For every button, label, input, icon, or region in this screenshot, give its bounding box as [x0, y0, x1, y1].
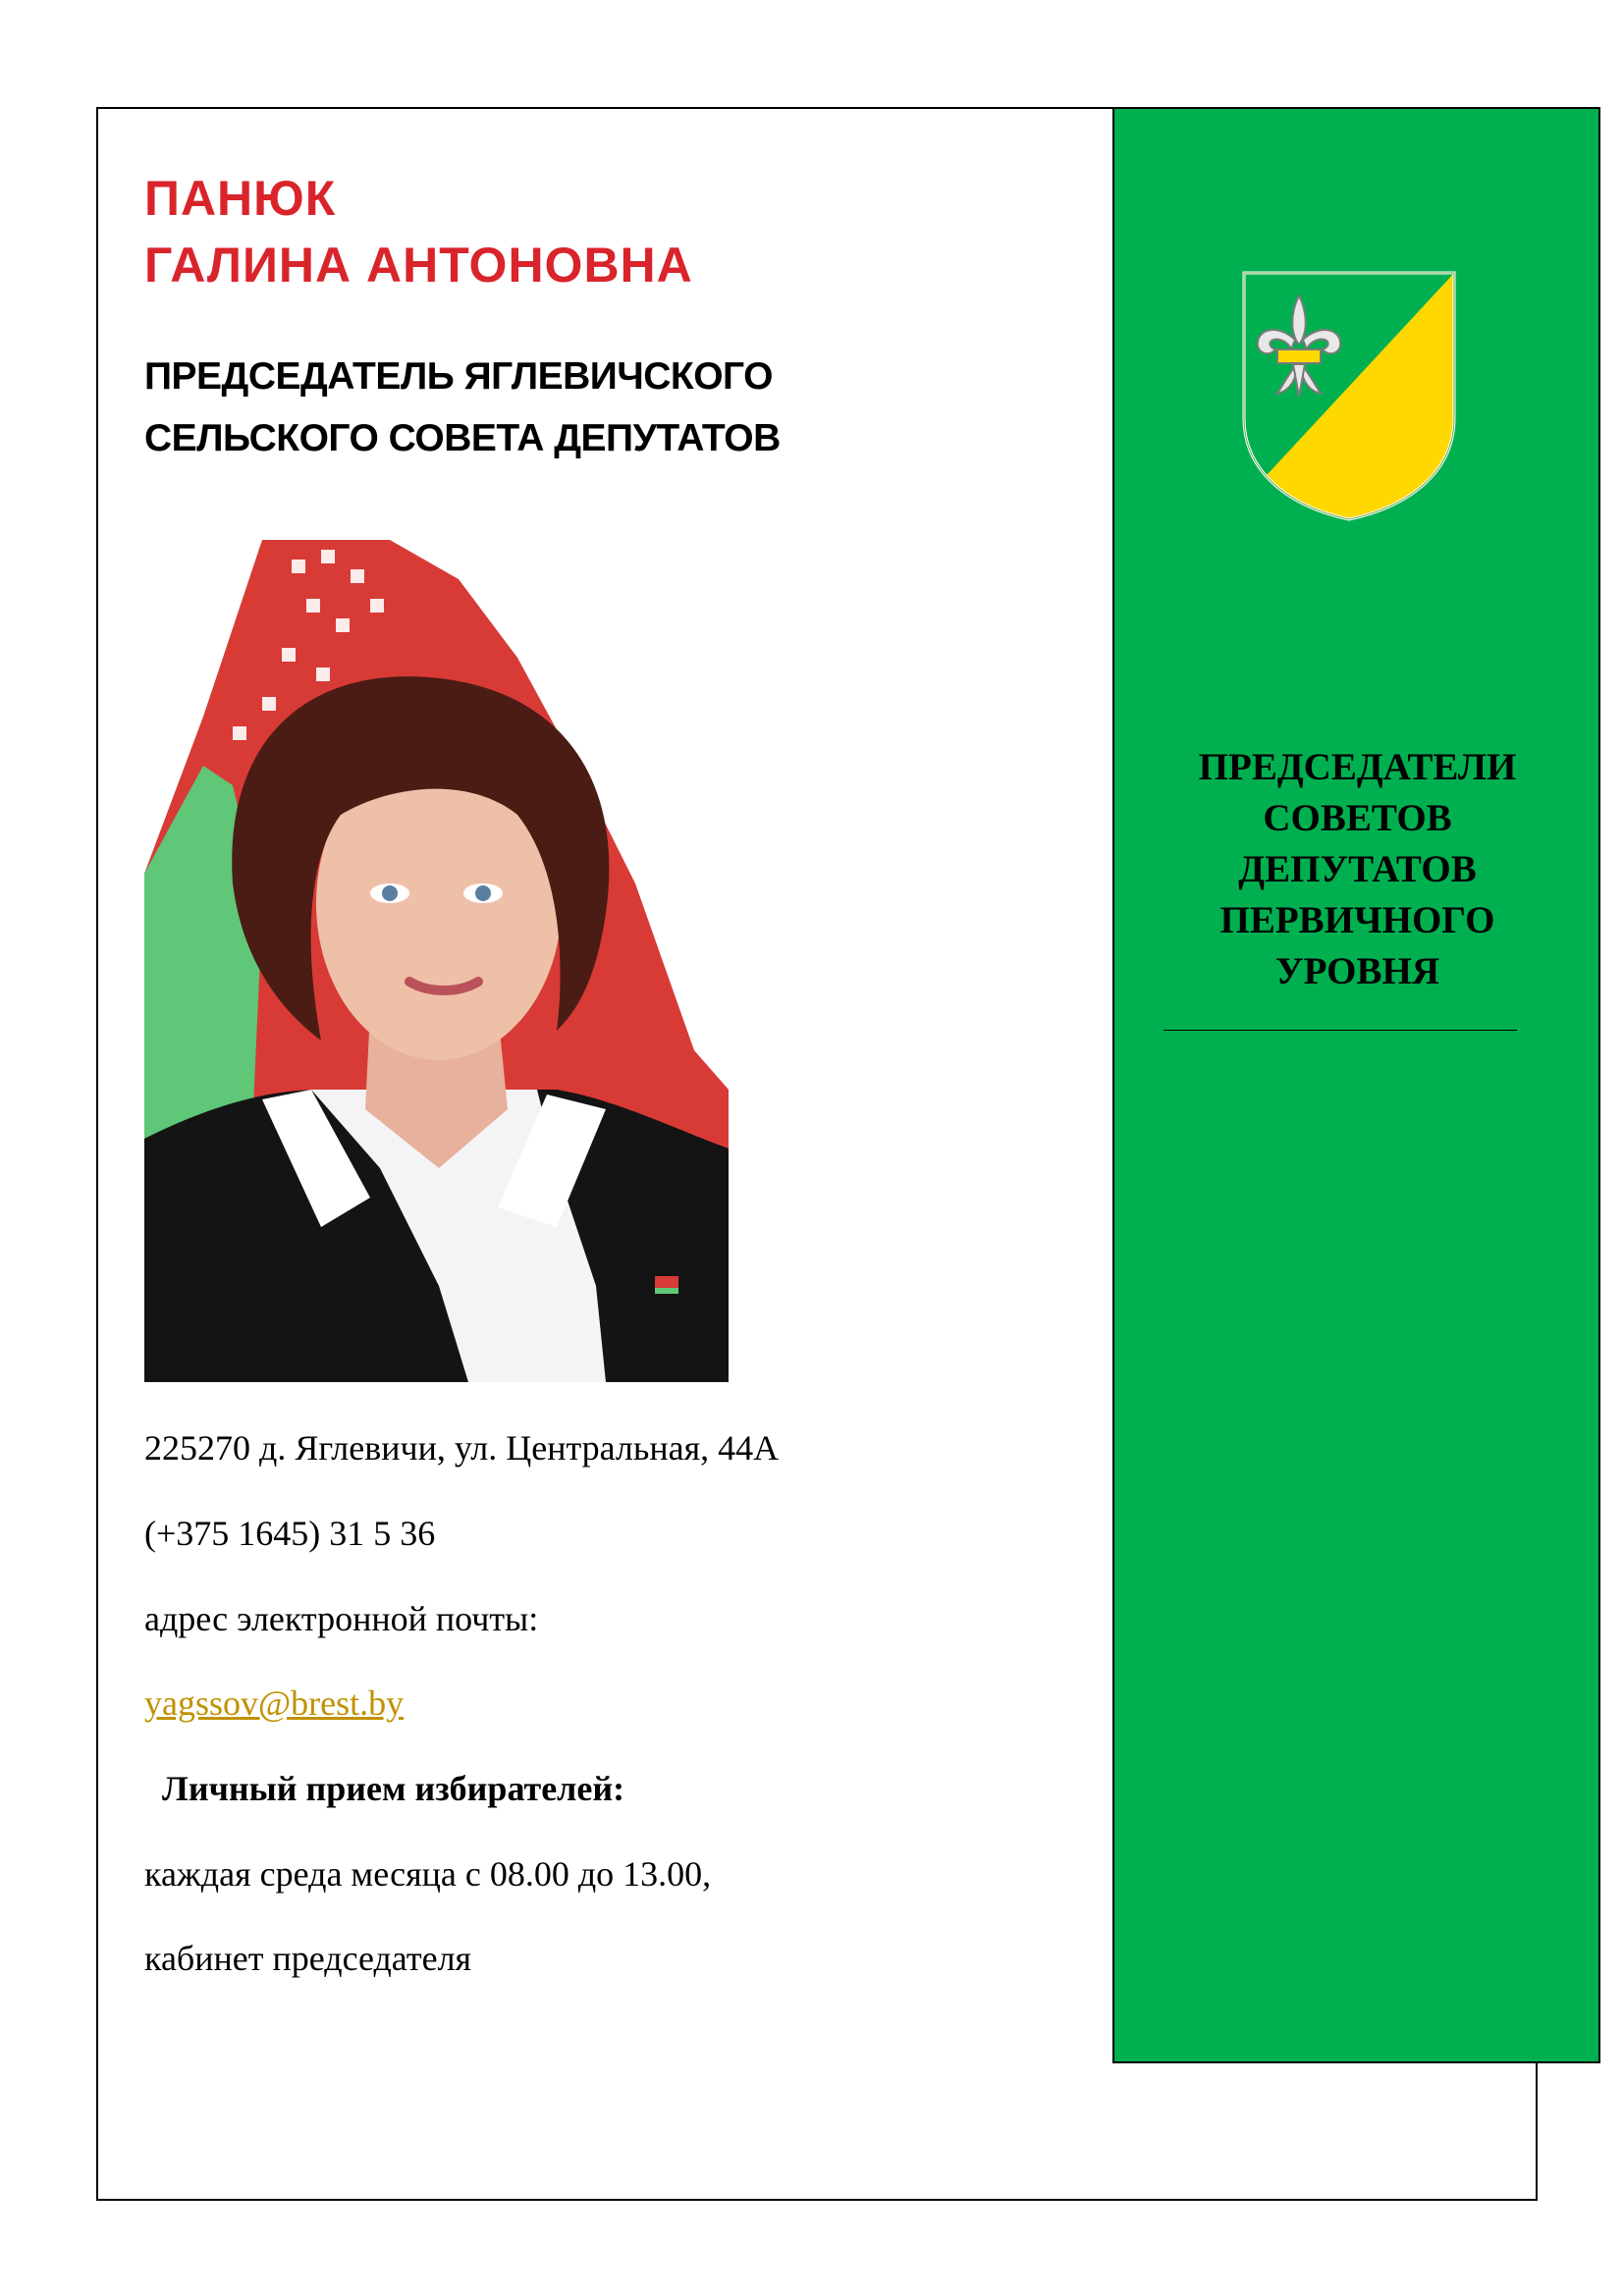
- sidebar-divider: [1164, 1030, 1517, 1031]
- reception-title: Личный прием избирателей:: [162, 1769, 625, 1808]
- portrait-photo: [144, 540, 729, 1382]
- sidebar-panel: [1112, 107, 1600, 2063]
- email-label: адрес электронной почты:: [144, 1599, 539, 1638]
- email-link[interactable]: yagssov@brest.by: [144, 1683, 405, 1723]
- phone: (+375 1645) 31 5 36: [144, 1514, 436, 1553]
- sidebar-title: ПРЕДСЕДАТЕЛИ СОВЕТОВ ДЕПУТАТОВ ПЕРВИЧНОГО УРОВНЯ: [1198, 746, 1517, 992]
- person-name: ПАНЮК ГАЛИНА АНТОНОВНА: [144, 171, 693, 293]
- coat-of-arms-icon: [1242, 271, 1456, 521]
- person-position: ПРЕДСЕДАТЕЛЬ ЯГЛЕВИЧСКОГО СЕЛЬСКОГО СОВЕТА ДЕПУТАТОВ: [144, 355, 781, 459]
- reception-schedule: каждая среда месяца с 08.00 до 13.00,: [144, 1854, 712, 1894]
- reception-location: кабинет председателя: [144, 1939, 472, 1978]
- address: 225270 д. Яглевичи, ул. Центральная, 44А: [144, 1428, 780, 1468]
